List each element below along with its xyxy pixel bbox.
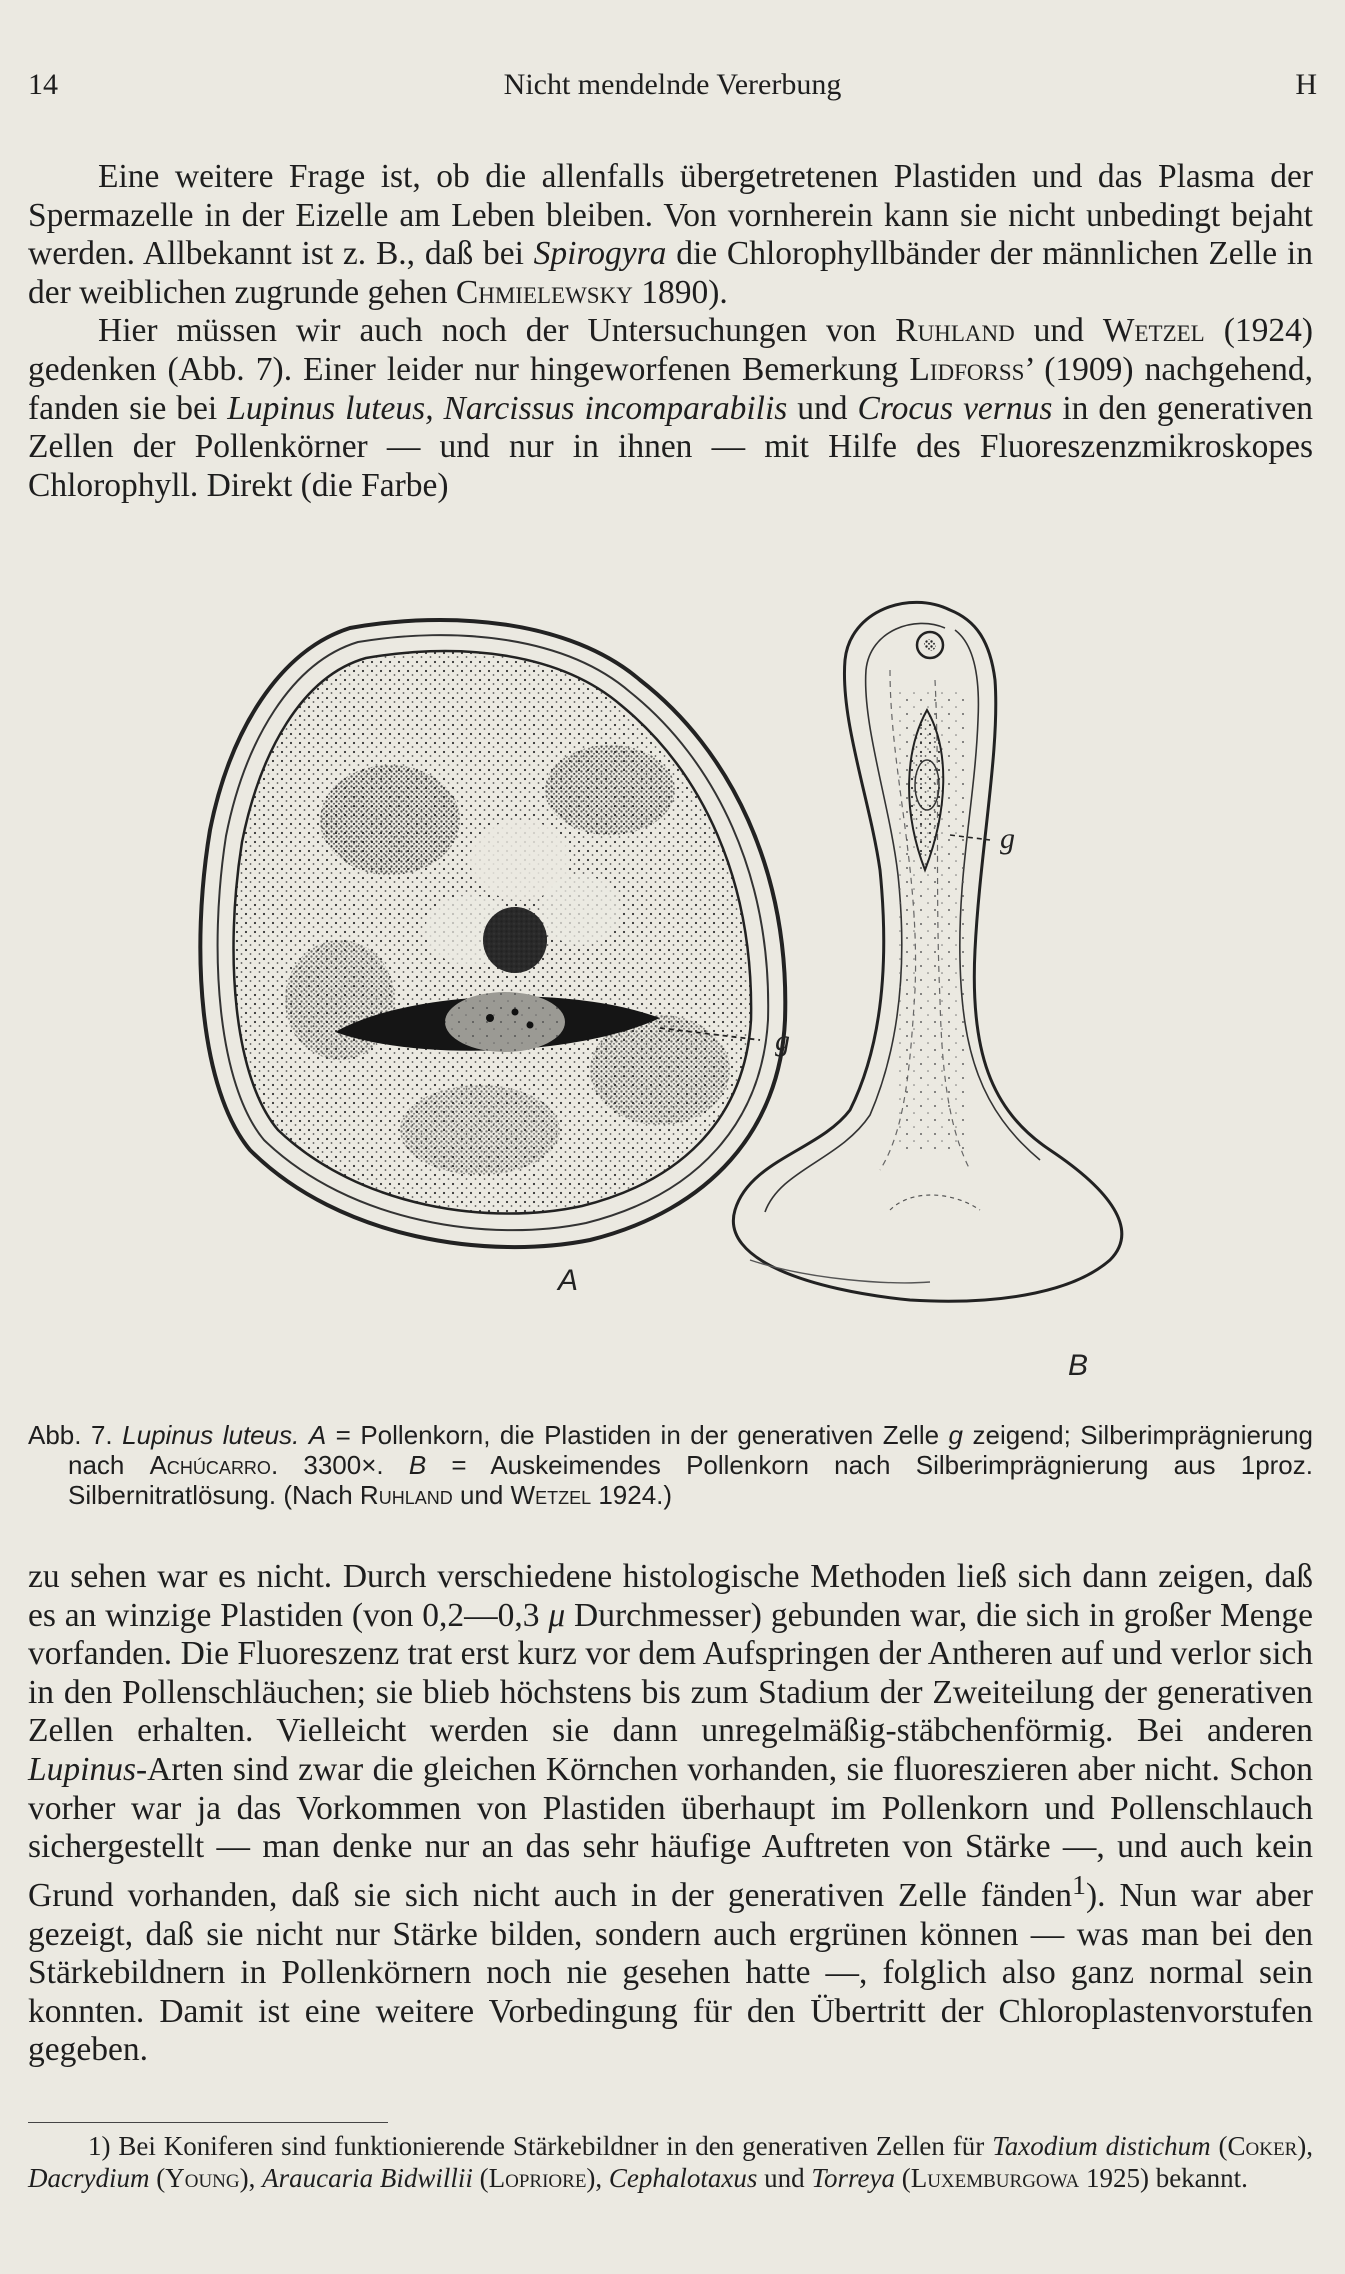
- text-run: und: [787, 389, 858, 427]
- author-name: Young: [165, 2163, 240, 2193]
- text-run: ’ (1909) nachgehend, fanden sie bei: [28, 350, 1313, 427]
- text-run: ),: [586, 2163, 609, 2193]
- body-text-top: [28, 158, 1313, 505]
- author-name: Lidforss: [909, 350, 1025, 388]
- text-run: 1890).: [632, 273, 728, 311]
- paragraph-1: [28, 158, 1313, 312]
- text-run: . 3300×.: [270, 1450, 409, 1480]
- text-run: [299, 1420, 309, 1450]
- taxon-name: Taxodium distichum: [992, 2131, 1211, 2161]
- figure-label-a: A: [558, 1264, 579, 1297]
- running-header: [28, 68, 1317, 108]
- text-run: (1924) gedenken (Abb. 7). Einer leider nur hingeworfenen Bemerkung: [28, 312, 1313, 388]
- author-name: Luxemburgowa: [910, 2163, 1080, 2193]
- figure-caption: [28, 1420, 1313, 1510]
- taxon-name: Lupinus luteus, Narcissus incomparabilis: [227, 389, 788, 427]
- text-run: = Auskeimendes Pollenkorn nach Silberimprägnierung aus 1proz. Silbernitratlösung. (Nach: [68, 1450, 1313, 1510]
- text-run: in den generativen Zellen der Pollenkörner — und nur in ihnen — mit Hilfe des Fluoreszenzmikroskopes Chlorophyll. Direkt (die Farbe): [28, 389, 1313, 504]
- paragraph-2: [28, 312, 1313, 505]
- figure-label-g-a: g: [775, 1024, 790, 1057]
- text-run: (: [472, 2163, 489, 2193]
- label-ref: A: [308, 1420, 327, 1450]
- taxon-name: Crocus vernus: [857, 389, 1053, 427]
- author-name: Chmielewsky: [455, 273, 633, 311]
- author-name: Coker: [1227, 2131, 1298, 2161]
- text-run: ),: [239, 2163, 263, 2193]
- text-run: zeigend; Silberimprägnierung nach: [68, 1420, 1313, 1480]
- text-run: und: [452, 1480, 511, 1510]
- pollen-grain-a: [200, 620, 785, 1247]
- taxon-name: Lupinus: [28, 1750, 136, 1788]
- text-run: und: [1014, 312, 1103, 350]
- text-run: 1) Bei Koniferen sind funktionierende Stärkebildner in den generativen Zellen für: [88, 2131, 993, 2161]
- author-name: Wetzel: [510, 1480, 592, 1510]
- section-letter: H: [1295, 68, 1317, 101]
- author-name: Wetzel: [1102, 312, 1205, 350]
- text-run: Durchmesser) gebunden war, die sich in großer Menge vorfanden. Die Fluoreszenz trat erst kurz vor dem Aufspringen der Antheren auf und verlor sich in den Pollenschläuchen; sie blieb höchstens bis zum Stadium der Zweiteilung der generativen Zellen erhalten. Vielleicht werden sie dann unregelmäßig-stäbchenförmig. Bei anderen: [28, 1596, 1313, 1750]
- text-run: Abb. 7.: [28, 1420, 123, 1450]
- figure-abb-7: [190, 570, 1200, 1390]
- author-name: Lopriore: [488, 2163, 587, 2193]
- footnote-1: [28, 2130, 1313, 2194]
- text-run: und: [757, 2163, 812, 2193]
- author-name: Ruhland: [895, 312, 1015, 350]
- paragraph-3: [28, 1558, 1313, 2070]
- label-ref: g: [948, 1420, 964, 1450]
- unit-symbol: μ: [548, 1596, 566, 1634]
- author-name: Ruhland: [359, 1480, 453, 1510]
- text-run: = Pollenkorn, die Plastiden in der generativen Zelle: [326, 1420, 949, 1450]
- text-run: die Chlorophyllbänder der männlichen Zelle in der weiblichen zugrunde gehen: [28, 235, 1313, 311]
- taxon-name: Cephalotaxus: [608, 2163, 758, 2193]
- text-run: ),: [1297, 2131, 1314, 2161]
- footnote-rule: [28, 2122, 388, 2123]
- pollen-tube-b: [733, 602, 1121, 1301]
- taxon-name: Dacrydium: [28, 2163, 150, 2193]
- text-run: -Arten sind zwar die gleichen Körnchen vorhanden, sie fluoreszieren aber nicht. Schon vorher war ja das Vorkommen von Plastiden überhaupt im Pollenkorn und Pollenschlauch sichergestellt — man denke nur an das sehr häufige Auftreten von Stärke —, und auch kein Grund vorhanden, daß sie sich nicht auch in der generativen Zelle fänden: [28, 1750, 1313, 1914]
- figure-label-g-b: g: [1000, 822, 1015, 855]
- page-number: 14: [28, 68, 58, 101]
- body-text-bottom: [28, 1558, 1313, 2070]
- text-run: Eine weitere Frage ist, ob die allenfalls übergetretenen Plastiden und das Plasma der Spermazelle in der Eizelle am Leben bleiben. Von vornherein kann sie nicht unbedingt bejaht werden. Allbekannt ist z. B., daß bei: [28, 158, 1313, 273]
- text-run: ). Nun war aber gezeigt, daß sie nicht nur Stärke bilden, sondern auch ergrünen können — was man bei den Stärkebildnern in Pollenkörnern noch nie gesehen hatte —, folglich also ganz normal sein konnten. Damit ist eine weitere Vorbedingung für den Übertritt der Chloroplastenvorstufen gegeben.: [28, 1876, 1313, 2069]
- footnote-ref[interactable]: 1: [1072, 1869, 1086, 1901]
- text-run: 1925) bekannt.: [1079, 2163, 1248, 2193]
- text-run: (: [1210, 2131, 1228, 2161]
- text-run: zu sehen war es nicht. Durch verschiedene histologische Methoden ließ sich dann zeigen, daß es an winzige Plastiden (von 0,2—0,3: [28, 1558, 1313, 1634]
- label-ref: B: [408, 1450, 427, 1480]
- author-name: Achúcarro: [149, 1450, 271, 1480]
- running-title: Nicht mendelnde Vererbung: [503, 68, 842, 101]
- text-run: (: [149, 2163, 166, 2193]
- taxon-name: Spirogyra: [533, 235, 667, 273]
- taxon-name: Lupinus luteus.: [122, 1420, 300, 1450]
- text-run: (: [894, 2163, 911, 2193]
- taxon-name: Araucaria Bidwillii: [262, 2163, 473, 2193]
- taxon-name: Torreya: [811, 2163, 895, 2193]
- text-run: Hier müssen wir auch noch der Untersuchungen von: [98, 312, 896, 350]
- text-run: 1924.): [591, 1480, 673, 1510]
- figure-label-b: B: [1068, 1349, 1089, 1382]
